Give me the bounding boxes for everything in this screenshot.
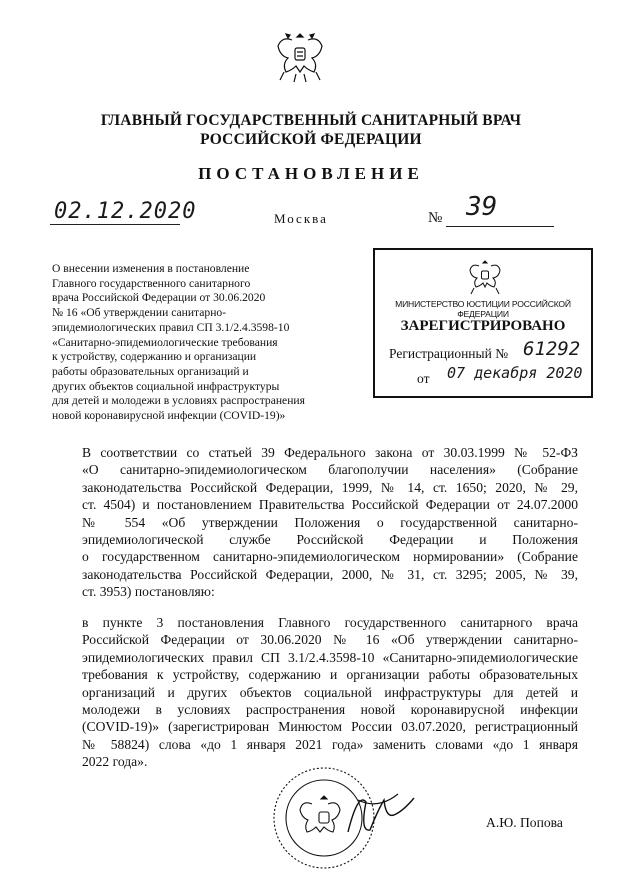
subject-line: к устройству, содержанию и организации bbox=[52, 350, 257, 364]
paragraph-line: 2022 года». bbox=[82, 754, 148, 770]
paragraph-line: (COVID-19)» (зарегистрирован Минюстом России 03.07.2020, регистрационный bbox=[82, 719, 578, 735]
preamble-paragraph bbox=[82, 444, 578, 601]
number-underline bbox=[446, 226, 554, 227]
paragraph-line: организаций и других объектов социальной инфраструктуры для детей и bbox=[82, 684, 578, 700]
stamp-registered: ЗАРЕГИСТРИРОВАНО bbox=[400, 318, 566, 334]
stamp-ministry: МИНИСТЕРСТВО ЮСТИЦИИ РОССИЙСКОЙ ФЕДЕРАЦИИ bbox=[395, 299, 571, 319]
paragraph-line: «О санитарно-эпидемиологическом благополучии населения» (Собрание bbox=[82, 462, 578, 478]
paragraph-line: требования к устройству, содержанию и организации работы образовательных bbox=[82, 667, 578, 683]
resolution-paragraph bbox=[82, 614, 578, 771]
authority-title-line2: РОССИЙСКОЙ ФЕДЕРАЦИИ bbox=[200, 131, 422, 148]
paragraph-line: ст. 4504) и постановлением Правительства Российской Федерации от 24.07.2000 bbox=[82, 497, 578, 513]
subject-line: «Санитарно-эпидемиологические требования bbox=[52, 335, 278, 349]
subject-line: для детей и молодежи в условиях распространения bbox=[52, 394, 305, 408]
registration-stamp bbox=[373, 248, 593, 398]
paragraph-line: № 554 «Об утверждении Положения о государственной санитарно- bbox=[82, 514, 578, 530]
paragraph-line: эпидемиологической службе Российской Федерации и Положения bbox=[82, 532, 578, 548]
paragraph-line: ст. 3953) постановляю: bbox=[82, 584, 215, 600]
paragraph-line: № 58824) слова «до 1 января 2021 года» заменить словами «до 1 января bbox=[82, 736, 578, 752]
paragraph-line: законодательства Российской Федерации, 1999, № 14, ст. 1650; 2020, № 29, bbox=[82, 479, 578, 495]
signer-name: А.Ю. Попова bbox=[486, 815, 563, 830]
stamp-reg-number-label: Регистрационный № bbox=[389, 346, 509, 361]
paragraph-line: эпидемиологических правил СП 3.1/2.4.3598-10 «Санитарно-эпидемиологические bbox=[82, 649, 578, 665]
stamp-reg-date-label: от bbox=[417, 371, 430, 386]
date-underline bbox=[50, 224, 180, 225]
subject-line: новой коронавирусной инфекции (COVID-19)» bbox=[52, 409, 286, 423]
subject-line: других объектов социальной инфраструктуры bbox=[52, 379, 280, 393]
paragraph-line: В соответствии со статьей 39 Федерального закона от 30.03.1999 № 52-ФЗ bbox=[82, 445, 578, 460]
document-number: 39 bbox=[466, 192, 498, 222]
stamp-emblem-icon bbox=[467, 258, 503, 296]
paragraph-line: о государственном санитарно-эпидемиологическом нормировании» (Собрание bbox=[82, 549, 578, 565]
document-type: ПОСТАНОВЛЕНИЕ bbox=[198, 164, 424, 183]
subject-line: работы образовательных организаций и bbox=[52, 364, 249, 378]
stamp-reg-date: 07 декабря 2020 bbox=[447, 364, 583, 382]
paragraph-line: Российской Федерации от 30.06.2020 № 16 «Об утверждении санитарно- bbox=[82, 632, 578, 648]
stamp-reg-number: 61292 bbox=[523, 338, 581, 360]
document-date: 02.12.2020 bbox=[54, 199, 197, 224]
document-subject bbox=[52, 262, 344, 424]
paragraph-line: законодательства Российской Федерации, 2000, № 31, ст. 3295; 2005, № 39, bbox=[82, 566, 578, 582]
subject-line: врача Российской Федерации от 30.06.2020 bbox=[52, 291, 266, 305]
subject-line: № 16 «Об утверждении санитарно- bbox=[52, 306, 227, 320]
seal-and-signature-icon bbox=[262, 760, 432, 870]
authority-title-line1: ГЛАВНЫЙ ГОСУДАРСТВЕННЫЙ САНИТАРНЫЙ ВРАЧ bbox=[100, 112, 522, 129]
subject-line: Главного государственного санитарного bbox=[52, 276, 251, 290]
paragraph-line: молодежи в условиях распространения новой коронавирусной инфекции bbox=[82, 702, 578, 718]
subject-line: эпидемиологических правил СП 3.1/2.4.3598-10 bbox=[52, 320, 290, 334]
document-city: Москва bbox=[274, 211, 328, 226]
paragraph-line: в пункте 3 постановления Главного государственного санитарного врача bbox=[82, 615, 578, 630]
number-label: № bbox=[428, 210, 443, 226]
subject-line: О внесении изменения в постановление bbox=[52, 262, 250, 275]
coat-of-arms-icon bbox=[274, 28, 326, 84]
